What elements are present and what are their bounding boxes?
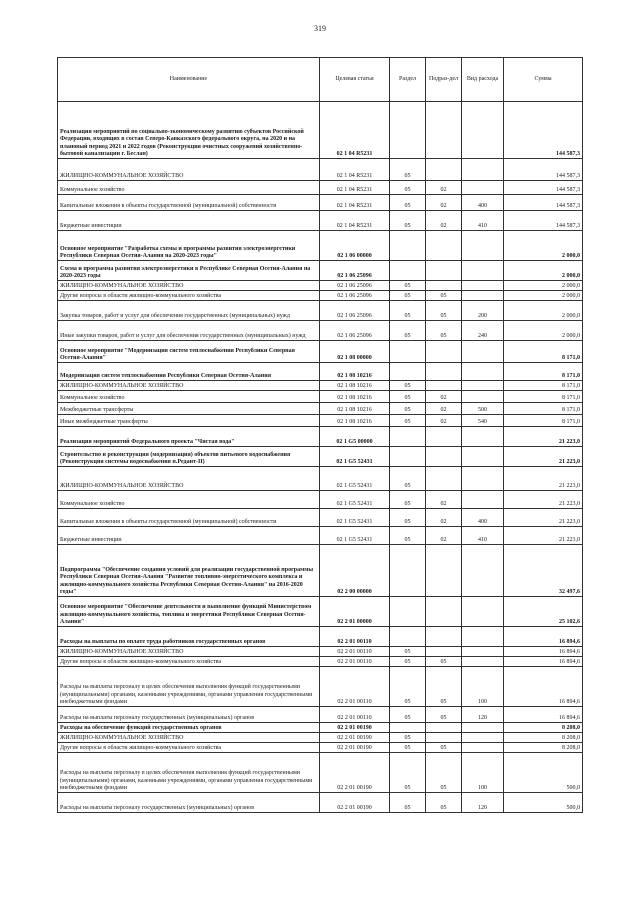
column-header-expense-type: Вид расхода	[462, 58, 504, 102]
cell-target: 02 1 G5 52431	[320, 467, 390, 491]
cell-amount: 32 497,6	[504, 545, 583, 597]
cell-amount: 16 894,6	[504, 707, 583, 723]
cell-name: Другие вопросы в области жилищно-коммунального хозяйства	[58, 743, 320, 753]
cell-expense-type	[462, 159, 504, 181]
cell-amount: 21 223,0	[504, 467, 583, 491]
cell-name: Иные закупки товаров, работ и услуг для обеспечения государственных (муниципальных) нужд	[58, 321, 320, 341]
cell-name: ЖИЛИЩНО-КОММУНАЛЬНОЕ ХОЗЯЙСТВО	[58, 647, 320, 657]
cell-name: Коммунальное хозяйство	[58, 491, 320, 509]
cell-target: 02 1 06 00000	[320, 231, 390, 261]
cell-name: Расходы на выплаты персоналу государственных (муниципальных) органов	[58, 707, 320, 723]
cell-expense-type: 410	[462, 211, 504, 231]
cell-expense-type: 500	[462, 403, 504, 415]
column-header-subsection: Подраз-дел	[426, 58, 462, 102]
cell-amount: 500,0	[504, 753, 583, 793]
table-row	[58, 427, 583, 447]
cell-expense-type: 400	[462, 509, 504, 527]
cell-subsection: 05	[426, 753, 462, 793]
cell-amount: 21 223,0	[504, 491, 583, 509]
table-row	[58, 667, 583, 707]
cell-target: 02 1 08 10216	[320, 363, 390, 381]
cell-section	[390, 545, 426, 597]
column-header-section: Раздел	[390, 58, 426, 102]
cell-target: 02 1 06 25096	[320, 261, 390, 281]
cell-subsection: 02	[426, 527, 462, 545]
cell-subsection	[426, 102, 462, 159]
cell-amount: 8 171,0	[504, 341, 583, 363]
cell-target: 02 1 G5 52431	[320, 491, 390, 509]
table-row	[58, 391, 583, 403]
cell-expense-type	[462, 102, 504, 159]
cell-section	[390, 102, 426, 159]
table-row	[58, 281, 583, 291]
cell-section: 05	[390, 391, 426, 403]
cell-name: Реализация мероприятий по социально-экономическому развитию субъектов Российской Федерации, входящих в состав Северо-Кавказского федерального округа, на 2020 и на плановый период 2021 и 2022 годов (Реконструкция очистных сооружений хозяйственно-бытовой канализации г. Беслан)	[58, 102, 320, 159]
cell-expense-type: 120	[462, 707, 504, 723]
cell-expense-type	[462, 381, 504, 391]
table-row	[58, 321, 583, 341]
cell-section	[390, 363, 426, 381]
cell-name: Основное мероприятие "Модернизация систем теплоснабжения Республики Северная Осетия-Алания"	[58, 341, 320, 363]
cell-name: Бюджетные инвестиции	[58, 527, 320, 545]
cell-section: 05	[390, 743, 426, 753]
cell-section	[390, 627, 426, 647]
cell-subsection	[426, 467, 462, 491]
table-row	[58, 181, 583, 195]
table-row	[58, 102, 583, 159]
cell-section	[390, 597, 426, 627]
cell-name: Расходы на выплаты по оплате труда работников государственных органов	[58, 627, 320, 647]
column-header-target: Целевая статья	[320, 58, 390, 102]
cell-expense-type: 100	[462, 753, 504, 793]
cell-name: Коммунальное хозяйство	[58, 391, 320, 403]
cell-section: 05	[390, 415, 426, 427]
cell-target: 02 2 00 00000	[320, 545, 390, 597]
cell-name: ЖИЛИЩНО-КОММУНАЛЬНОЕ ХОЗЯЙСТВО	[58, 381, 320, 391]
table-row	[58, 159, 583, 181]
cell-target: 02 1 G5 52431	[320, 527, 390, 545]
cell-name: ЖИЛИЩНО-КОММУНАЛЬНОЕ ХОЗЯЙСТВО	[58, 159, 320, 181]
cell-section: 05	[390, 467, 426, 491]
cell-amount: 2 000,0	[504, 261, 583, 281]
cell-expense-type: 540	[462, 415, 504, 427]
cell-section	[390, 341, 426, 363]
cell-target: 02 1 08 10216	[320, 381, 390, 391]
cell-subsection: 05	[426, 743, 462, 753]
column-header-name: Наименование	[58, 58, 320, 102]
cell-name: Расходы на выплаты персоналу государственных (муниципальных) органов	[58, 793, 320, 813]
cell-section: 05	[390, 291, 426, 301]
cell-amount: 21 223,0	[504, 527, 583, 545]
cell-section: 05	[390, 381, 426, 391]
cell-amount: 8 171,0	[504, 403, 583, 415]
cell-amount: 25 102,6	[504, 597, 583, 627]
cell-subsection	[426, 363, 462, 381]
cell-expense-type: 400	[462, 195, 504, 211]
cell-amount: 2 000,0	[504, 291, 583, 301]
table-row	[58, 467, 583, 491]
cell-expense-type	[462, 363, 504, 381]
cell-target: 02 2 01 00190	[320, 753, 390, 793]
cell-subsection: 05	[426, 301, 462, 321]
cell-section: 05	[390, 647, 426, 657]
cell-section: 05	[390, 753, 426, 793]
cell-amount: 8 208,0	[504, 733, 583, 743]
cell-subsection	[426, 647, 462, 657]
cell-target: 02 1 04 R5231	[320, 211, 390, 231]
cell-section: 05	[390, 281, 426, 291]
cell-name: Иные межбюджетные трансферты	[58, 415, 320, 427]
table-row	[58, 723, 583, 733]
cell-target: 02 1 04 R5231	[320, 181, 390, 195]
cell-name: Схема и программа развития электроэнергетики в Республике Северная Осетия-Алания на 2020-2023 годы	[58, 261, 320, 281]
cell-amount: 2 000,0	[504, 321, 583, 341]
cell-name: Расходы на обеспечение функций государственных органов	[58, 723, 320, 733]
cell-amount: 500,0	[504, 793, 583, 813]
cell-subsection: 02	[426, 195, 462, 211]
cell-name: Капитальные вложения в объекты государственной (муниципальной) собственности	[58, 195, 320, 211]
cell-subsection	[426, 159, 462, 181]
table-row	[58, 195, 583, 211]
cell-expense-type	[462, 743, 504, 753]
cell-subsection	[426, 231, 462, 261]
cell-subsection: 02	[426, 415, 462, 427]
cell-subsection	[426, 447, 462, 467]
table-row	[58, 291, 583, 301]
column-header-amount: Сумма	[504, 58, 583, 102]
page-number: 319	[314, 24, 326, 33]
cell-subsection: 02	[426, 211, 462, 231]
cell-section	[390, 231, 426, 261]
cell-target: 02 1 04 R5231	[320, 159, 390, 181]
cell-amount: 8 171,0	[504, 415, 583, 427]
table-header-row	[58, 58, 583, 102]
cell-section: 05	[390, 733, 426, 743]
cell-subsection	[426, 381, 462, 391]
cell-amount: 8 171,0	[504, 363, 583, 381]
cell-section: 05	[390, 195, 426, 211]
cell-target: 02 1 04 R5231	[320, 102, 390, 159]
cell-name: Основное мероприятие "Обеспечение деятельности и выполнение функций Министерством жилищно-коммунального хозяйства, топлива и энергетики Республики Северная Осетия-Алания"	[58, 597, 320, 627]
cell-name: Другие вопросы в области жилищно-коммунального хозяйства	[58, 657, 320, 667]
cell-subsection: 02	[426, 391, 462, 403]
table-row	[58, 491, 583, 509]
cell-expense-type: 100	[462, 667, 504, 707]
cell-expense-type: 120	[462, 793, 504, 813]
cell-name: Строительство и реконструкция (модернизация) объектов питьевого водоснабжения (Реконструкция системы водоснабжения п.Редант-II)	[58, 447, 320, 467]
table-body	[58, 102, 583, 813]
cell-subsection	[426, 261, 462, 281]
cell-expense-type	[462, 491, 504, 509]
cell-target: 02 2 01 00000	[320, 597, 390, 627]
cell-amount: 8 171,0	[504, 381, 583, 391]
cell-target: 02 1 08 10216	[320, 415, 390, 427]
cell-target: 02 1 G5 52431	[320, 509, 390, 527]
cell-amount: 8 208,0	[504, 723, 583, 733]
cell-amount: 144 587,3	[504, 211, 583, 231]
table-row	[58, 381, 583, 391]
cell-amount: 8 171,0	[504, 391, 583, 403]
cell-amount: 16 894,6	[504, 667, 583, 707]
cell-subsection: 05	[426, 667, 462, 707]
cell-target: 02 1 G5 52431	[320, 447, 390, 467]
cell-section: 05	[390, 403, 426, 415]
cell-name: Коммунальное хозяйство	[58, 181, 320, 195]
table-row	[58, 733, 583, 743]
cell-subsection	[426, 545, 462, 597]
cell-amount: 16 894,6	[504, 627, 583, 647]
table-row	[58, 597, 583, 627]
cell-section: 05	[390, 793, 426, 813]
cell-target: 02 1 08 10216	[320, 391, 390, 403]
cell-name: Капитальные вложения в объекты государственной (муниципальной) собственности	[58, 509, 320, 527]
cell-name: Закупка товаров, работ и услуг для обеспечения государственных (муниципальных) нужд	[58, 301, 320, 321]
cell-name: Другие вопросы в области жилищно-коммунального хозяйства	[58, 291, 320, 301]
cell-subsection	[426, 723, 462, 733]
cell-expense-type	[462, 231, 504, 261]
cell-section	[390, 427, 426, 447]
cell-section: 05	[390, 707, 426, 723]
cell-subsection	[426, 281, 462, 291]
table-row	[58, 211, 583, 231]
cell-target: 02 2 01 00110	[320, 627, 390, 647]
cell-target: 02 1 06 25096	[320, 281, 390, 291]
cell-expense-type: 410	[462, 527, 504, 545]
cell-expense-type	[462, 597, 504, 627]
cell-expense-type	[462, 627, 504, 647]
cell-name: Бюджетные инвестиции	[58, 211, 320, 231]
cell-target: 02 1 08 10216	[320, 403, 390, 415]
cell-amount: 16 894,6	[504, 647, 583, 657]
cell-amount: 8 208,0	[504, 743, 583, 753]
cell-amount: 2 000,0	[504, 231, 583, 261]
table-row	[58, 793, 583, 813]
cell-expense-type	[462, 647, 504, 657]
cell-name: ЖИЛИЩНО-КОММУНАЛЬНОЕ ХОЗЯЙСТВО	[58, 733, 320, 743]
cell-expense-type	[462, 261, 504, 281]
cell-name: Основное мероприятие "Разработка схемы и программы развития электроэнергетики Республики Северная Осетия-Алания на 2020-2023 годы"	[58, 231, 320, 261]
cell-section: 05	[390, 211, 426, 231]
cell-section: 05	[390, 181, 426, 195]
cell-section: 05	[390, 527, 426, 545]
cell-amount: 2 000,0	[504, 281, 583, 291]
budget-table	[57, 57, 583, 813]
cell-name: Расходы на выплаты персоналу в целях обеспечения выполнения функций государственными (муниципальными) органами, казенными учреждениями, органами управления государственными внебюджетными фондами	[58, 753, 320, 793]
table-row	[58, 753, 583, 793]
cell-target: 02 2 01 00190	[320, 723, 390, 733]
cell-section: 05	[390, 667, 426, 707]
table-row	[58, 301, 583, 321]
cell-target: 02 1 06 25096	[320, 301, 390, 321]
cell-target: 02 1 08 00000	[320, 341, 390, 363]
cell-subsection: 05	[426, 793, 462, 813]
cell-target: 02 1 06 25096	[320, 321, 390, 341]
cell-subsection	[426, 341, 462, 363]
cell-amount: 16 894,6	[504, 657, 583, 667]
table-row	[58, 403, 583, 415]
table-row	[58, 341, 583, 363]
cell-subsection: 02	[426, 491, 462, 509]
table-row	[58, 231, 583, 261]
cell-expense-type	[462, 733, 504, 743]
cell-expense-type	[462, 341, 504, 363]
cell-amount: 144 587,3	[504, 159, 583, 181]
cell-subsection: 05	[426, 657, 462, 667]
cell-subsection: 02	[426, 509, 462, 527]
cell-subsection	[426, 427, 462, 447]
cell-target: 02 2 01 00110	[320, 707, 390, 723]
cell-amount: 21 223,0	[504, 509, 583, 527]
cell-target: 02 1 06 25096	[320, 291, 390, 301]
cell-name: Реализация мероприятий Федерального проекта "Чистая вода"	[58, 427, 320, 447]
cell-expense-type: 200	[462, 301, 504, 321]
cell-expense-type	[462, 545, 504, 597]
table-row	[58, 743, 583, 753]
cell-section: 05	[390, 321, 426, 341]
table-row	[58, 363, 583, 381]
cell-expense-type	[462, 391, 504, 403]
table-row	[58, 415, 583, 427]
table-row	[58, 545, 583, 597]
cell-name: ЖИЛИЩНО-КОММУНАЛЬНОЕ ХОЗЯЙСТВО	[58, 467, 320, 491]
cell-expense-type	[462, 467, 504, 491]
cell-expense-type	[462, 281, 504, 291]
table-row	[58, 509, 583, 527]
cell-section	[390, 261, 426, 281]
cell-target: 02 2 01 00190	[320, 733, 390, 743]
table-row	[58, 657, 583, 667]
cell-amount: 144 587,3	[504, 181, 583, 195]
cell-section	[390, 447, 426, 467]
cell-expense-type	[462, 657, 504, 667]
cell-name: ЖИЛИЩНО-КОММУНАЛЬНОЕ ХОЗЯЙСТВО	[58, 281, 320, 291]
cell-subsection: 05	[426, 707, 462, 723]
table-row	[58, 647, 583, 657]
cell-section: 05	[390, 491, 426, 509]
cell-target: 02 1 04 R5231	[320, 195, 390, 211]
cell-name: Расходы на выплаты персоналу в целях обеспечения выполнения функций государственными (муниципальными) органами, казенными учреждениями, органами управления государственными внебюджетными фондами	[58, 667, 320, 707]
cell-target: 02 2 01 00110	[320, 657, 390, 667]
cell-section: 05	[390, 657, 426, 667]
cell-subsection	[426, 627, 462, 647]
cell-section: 05	[390, 509, 426, 527]
cell-subsection	[426, 597, 462, 627]
cell-amount: 144 587,3	[504, 102, 583, 159]
cell-target: 02 1 G5 00000	[320, 427, 390, 447]
table-row	[58, 627, 583, 647]
cell-target: 02 2 01 00110	[320, 647, 390, 657]
cell-amount: 21 223,0	[504, 447, 583, 467]
cell-name: Межбюджетные трансферты	[58, 403, 320, 415]
cell-target: 02 2 01 00110	[320, 667, 390, 707]
cell-name: Модернизация систем теплоснабжения Республики Северная Осетия-Алания	[58, 363, 320, 381]
cell-expense-type: 240	[462, 321, 504, 341]
cell-subsection: 05	[426, 291, 462, 301]
cell-expense-type	[462, 447, 504, 467]
cell-subsection: 02	[426, 403, 462, 415]
cell-expense-type	[462, 427, 504, 447]
cell-amount: 21 223,0	[504, 427, 583, 447]
table-row	[58, 261, 583, 281]
cell-expense-type	[462, 723, 504, 733]
cell-amount: 2 000,0	[504, 301, 583, 321]
cell-expense-type	[462, 181, 504, 195]
cell-target: 02 2 01 00190	[320, 743, 390, 753]
cell-target: 02 2 01 00190	[320, 793, 390, 813]
cell-subsection: 05	[426, 321, 462, 341]
cell-section	[390, 723, 426, 733]
cell-name: Подпрограмма "Обеспечение создания условий для реализации государственной программы Республики Северная Осетия-Алания "Развитие топливно-энергетического комплекса и жилищно-коммунального хозяйства Республики Северная Осетия-Алания" на 2016-2020 годы"	[58, 545, 320, 597]
table-row	[58, 527, 583, 545]
cell-subsection: 02	[426, 181, 462, 195]
table-row	[58, 447, 583, 467]
cell-amount: 144 587,3	[504, 195, 583, 211]
cell-subsection	[426, 733, 462, 743]
cell-expense-type	[462, 291, 504, 301]
table-row	[58, 707, 583, 723]
cell-section: 05	[390, 159, 426, 181]
cell-section: 05	[390, 301, 426, 321]
